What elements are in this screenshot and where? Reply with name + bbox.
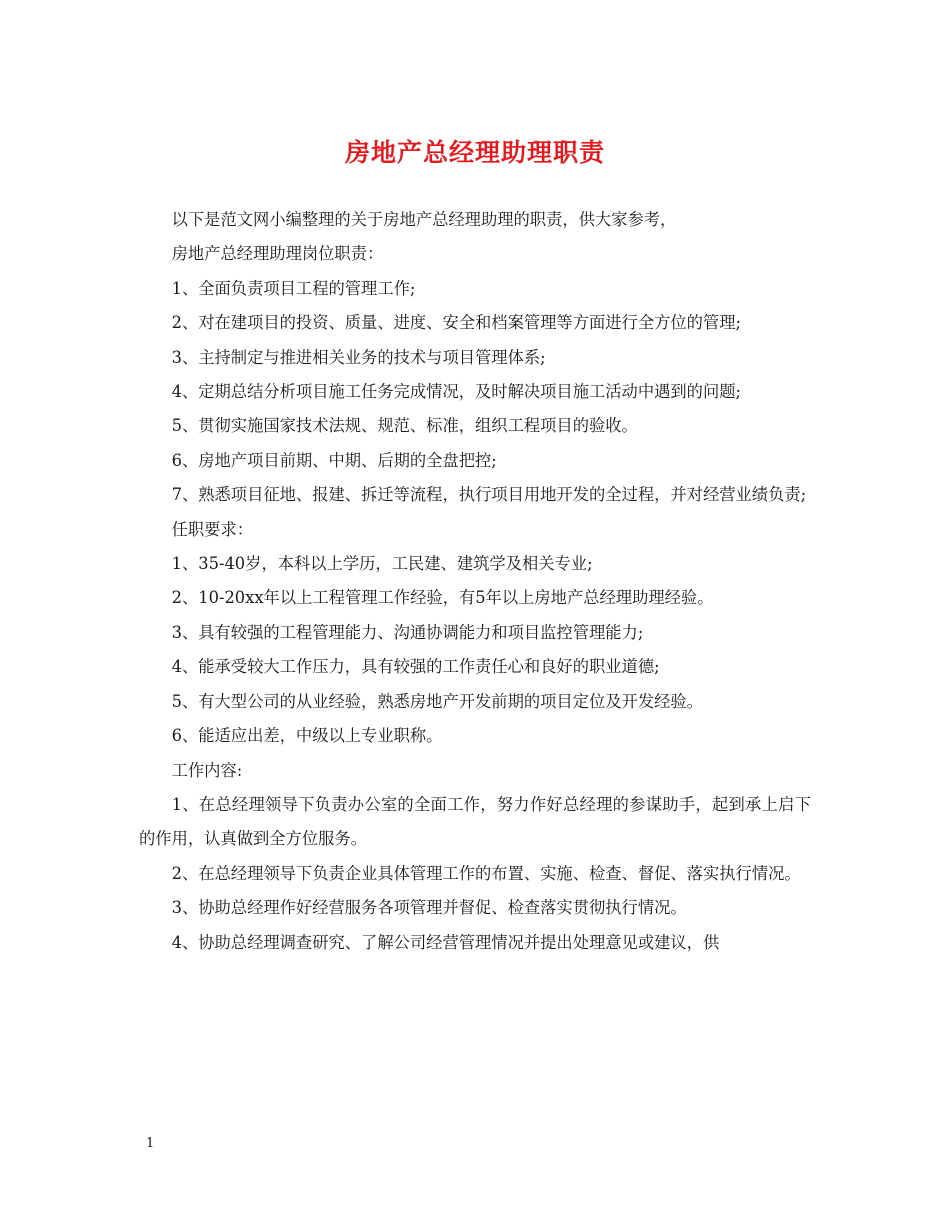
duty-item: 6、房地产项目前期、中期、后期的全盘把控; <box>171 450 497 470</box>
duty-item: 2、对在建项目的投资、质量、进度、安全和档案管理等方面进行全方位的管理; <box>171 313 742 333</box>
work-item: 4、协助总经理调查研究、了解公司经营管理情况并提出处理意见或建议，供 <box>171 932 720 952</box>
heading-requirements: 任职要求： <box>171 519 254 539</box>
work-item: 1、在总经理领导下负责办公室的全面工作，努力作好总经理的参谋助手，起到承上启下的作用，认真做到全方位服务。 <box>139 794 811 849</box>
duty-item: 4、定期总结分析项目施工任务完成情况，及时解决项目施工活动中遇到的问题; <box>171 382 742 402</box>
duty-item: 3、主持制定与推进相关业务的技术与项目管理体系; <box>171 347 546 367</box>
requirement-item: 3、具有较强的工程管理能力、沟通协调能力和项目监控管理能力; <box>171 622 644 642</box>
work-item: 2、在总经理领导下负责企业具体管理工作的布置、实施、检查、督促、落实执行情况。 <box>171 863 801 883</box>
paragraph-intro: 以下是范文网小编整理的关于房地产总经理助理的职责，供大家参考， <box>171 210 677 229</box>
heading-job-duties: 房地产总经理助理岗位职责： <box>171 244 384 264</box>
requirement-item: 1、35-40岁，本科以上学历，工民建、建筑学及相关专业; <box>171 554 593 574</box>
requirement-item: 6、能适应出差，中级以上专业职称。 <box>171 726 443 746</box>
document-body <box>139 203 811 960</box>
requirement-item: 4、能承受较大工作压力，具有较强的工作责任心和良好的职业道德; <box>171 657 660 677</box>
duty-item: 7、熟悉项目征地、报建、拆迁等流程，执行项目用地开发的全过程，并对经营业绩负责; <box>171 485 807 505</box>
duty-item: 1、全面负责项目工程的管理工作; <box>171 278 416 298</box>
work-item: 3、协助总经理作好经营服务各项管理并督促、检查落实贯彻执行情况。 <box>171 898 687 918</box>
duty-item: 5、贯彻实施国家技术法规、规范、标准，组织工程项目的验收。 <box>171 416 638 436</box>
document-title: 房地产总经理助理职责 <box>344 138 605 167</box>
heading-work-content: 工作内容: <box>171 760 243 780</box>
page-number: 1 <box>146 1136 155 1151</box>
requirement-item: 5、有大型公司的从业经验，熟悉房地产开发前期的项目定位及开发经验。 <box>171 691 703 711</box>
requirement-item: 2、10-20xx年以上工程管理工作经验，有5年以上房地产总经理助理经验。 <box>171 588 714 608</box>
